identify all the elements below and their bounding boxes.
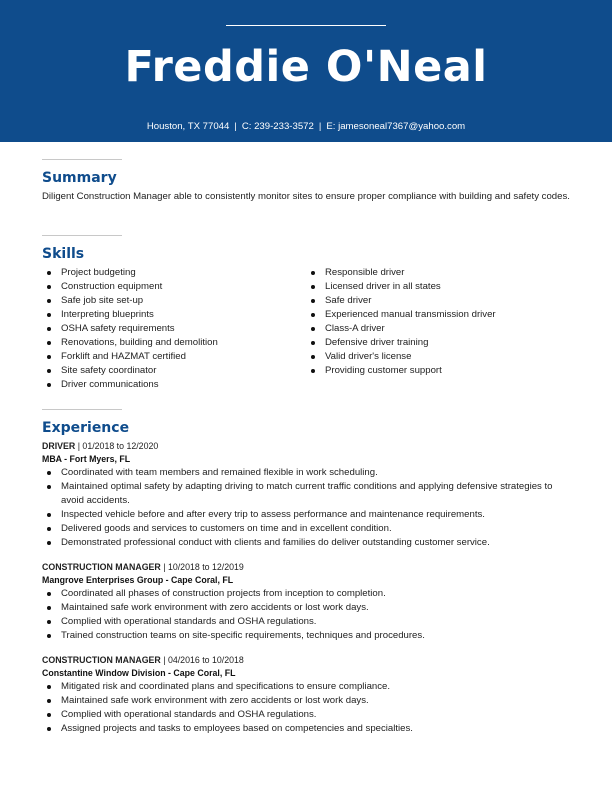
skills-section <box>42 235 572 392</box>
list-item: Safe driver <box>306 294 570 308</box>
job-entry <box>42 440 572 550</box>
skills-left-column <box>42 266 306 392</box>
summary-text: Diligent Construction Manager able to consistently monitor sites to ensure proper compliance with building and safety codes. <box>42 191 570 202</box>
summary-title: Summary <box>42 170 117 186</box>
list-item: Licensed driver in all states <box>306 280 570 294</box>
list-item: Class-A driver <box>306 322 570 336</box>
summary-section <box>42 159 572 204</box>
candidate-name: Freddie O'Neal <box>124 42 488 92</box>
list-item: Inspected vehicle before and after every trip to assess performance and maintenance requirements. <box>42 508 572 522</box>
contact-separator: | <box>318 121 322 132</box>
experience-title: Experience <box>42 420 130 436</box>
list-item: Interpreting blueprints <box>42 308 306 322</box>
skills-title: Skills <box>42 246 85 262</box>
list-item: Safe job site set-up <box>42 294 306 308</box>
list-item: Valid driver's license <box>306 350 570 364</box>
list-item: Renovations, building and demolition <box>42 336 306 350</box>
skills-right-column <box>306 266 570 392</box>
header-divider <box>226 25 386 26</box>
contact-email[interactable]: E: jamesoneal7367@yahoo.com <box>326 121 466 132</box>
list-item: Maintained optimal safety by adapting driving to match current traffic conditions and applying defensive strategies to avoid accidents. <box>42 480 572 508</box>
job-entry <box>42 654 572 736</box>
list-item: Forklift and HAZMAT certified <box>42 350 306 364</box>
job-entry <box>42 561 572 643</box>
list-item: Coordinated with team members and remained flexible in work scheduling. <box>42 466 572 480</box>
job-heading <box>42 561 572 574</box>
list-item: Mitigated risk and coordinated plans and specifications to ensure compliance. <box>42 680 572 694</box>
section-divider <box>42 409 122 410</box>
section-divider <box>42 159 122 160</box>
list-item: Project budgeting <box>42 266 306 280</box>
list-item: Maintained safe work environment with zero accidents or lost work days. <box>42 694 572 708</box>
list-item: Providing customer support <box>306 364 570 378</box>
contact-separator: | <box>234 121 237 132</box>
job-bullets <box>42 587 572 643</box>
job-bullets <box>42 680 572 736</box>
list-item: Demonstrated professional conduct with clients and families do deliver outstanding customer service. <box>42 536 572 550</box>
list-item: Complied with operational standards and OSHA regulations. <box>42 615 572 629</box>
job-heading <box>42 440 572 453</box>
list-item: Responsible driver <box>306 266 570 280</box>
list-item: Coordinated all phases of construction projects from inception to completion. <box>42 587 572 601</box>
job-role: DRIVER <box>42 441 76 451</box>
job-dates: | 04/2016 to 10/2018 <box>163 655 244 665</box>
job-list <box>42 440 572 736</box>
list-item: Defensive driver training <box>306 336 570 350</box>
list-item: Delivered goods and services to customers on time and in excellent condition. <box>42 522 572 536</box>
experience-section <box>42 409 572 747</box>
resume-header <box>0 0 612 142</box>
job-dates: | 10/2018 to 12/2019 <box>163 562 244 572</box>
section-divider <box>42 235 122 236</box>
contact-phone: C: 239-233-3572 <box>241 121 314 132</box>
job-company: MBA - Fort Myers, FL <box>42 454 131 464</box>
job-company: Constantine Window Division - Cape Coral, FL <box>42 668 236 678</box>
list-item: OSHA safety requirements <box>42 322 306 336</box>
list-item: Complied with operational standards and OSHA regulations. <box>42 708 572 722</box>
job-heading <box>42 654 572 667</box>
list-item: Maintained safe work environment with zero accidents or lost work days. <box>42 601 572 615</box>
contact-location: Houston, TX 77044 <box>146 121 230 132</box>
contact-line <box>0 121 612 132</box>
skills-columns <box>42 266 572 392</box>
job-bullets <box>42 466 572 550</box>
list-item: Assigned projects and tasks to employees based on competencies and specialties. <box>42 722 572 736</box>
job-role: CONSTRUCTION MANAGER <box>42 655 161 665</box>
job-company: Mangrove Enterprises Group - Cape Coral, FL <box>42 575 234 585</box>
list-item: Trained construction teams on site-specific requirements, techniques and procedures. <box>42 629 572 643</box>
job-dates: | 01/2018 to 12/2020 <box>77 441 159 451</box>
list-item: Experienced manual transmission driver <box>306 308 570 322</box>
list-item: Driver communications <box>42 378 306 392</box>
list-item: Construction equipment <box>42 280 306 294</box>
list-item: Site safety coordinator <box>42 364 306 378</box>
job-role: CONSTRUCTION MANAGER <box>42 562 161 572</box>
